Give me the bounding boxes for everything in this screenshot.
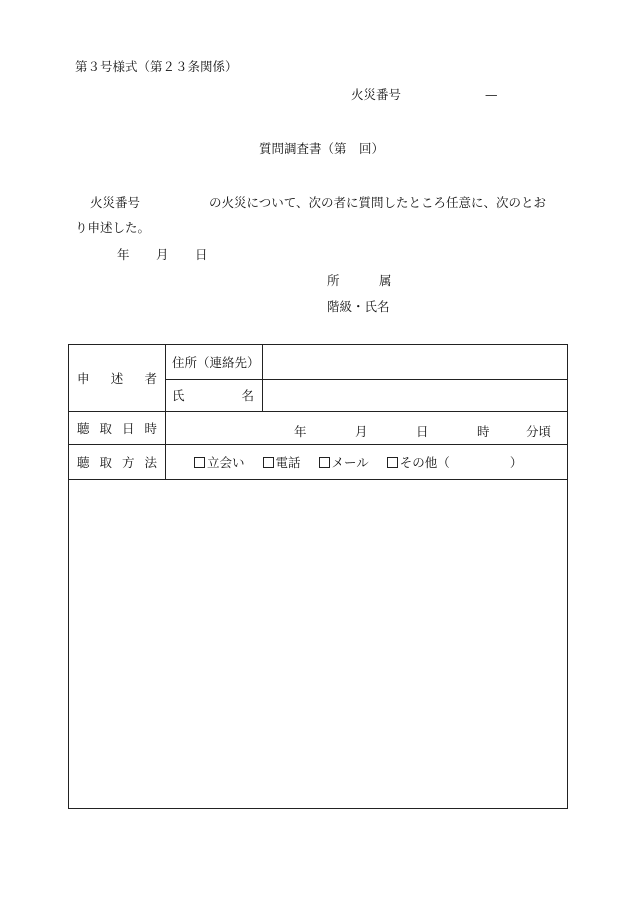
hearing-method-char: 法 (144, 455, 157, 470)
affiliation-label-1: 所 (327, 273, 340, 288)
method-option-in-person[interactable]: 立会い (194, 453, 245, 471)
declarant-char: 述 (110, 371, 124, 386)
date-month: 月 (156, 247, 169, 262)
checkbox-icon[interactable] (263, 457, 274, 468)
checkbox-icon[interactable] (387, 457, 398, 468)
affiliation-label-2: 属 (379, 273, 392, 288)
dt-day: 日 (416, 424, 429, 439)
statement-body-cell[interactable] (69, 480, 568, 809)
address-label: 住所（連絡先） (172, 354, 260, 370)
hearing-method-value-cell (166, 445, 568, 480)
declarant-label-cell (69, 345, 166, 412)
method-option-email[interactable]: メール (319, 453, 369, 471)
hearing-method-char: 方 (121, 455, 135, 470)
hearing-datetime-char: 日 (121, 421, 135, 436)
dt-month: 月 (355, 424, 368, 439)
hearing-datetime-char: 聴 (77, 421, 90, 436)
method-other-close: ） (509, 455, 523, 470)
checkbox-icon[interactable] (319, 457, 330, 468)
hearing-datetime-value-cell[interactable] (166, 412, 568, 445)
fire-number-label: 火災番号 (351, 87, 402, 102)
dt-year: 年 (294, 424, 307, 439)
declarant-char: 申 (77, 371, 90, 386)
fire-number-dash: — (485, 87, 498, 102)
hearing-method-char: 取 (99, 455, 112, 470)
checkbox-icon[interactable] (194, 457, 205, 468)
form-number: 第３号様式（第２３条関係） (75, 59, 238, 74)
dt-hour: 時 (477, 424, 490, 439)
name-value-cell[interactable] (263, 379, 568, 412)
hearing-datetime-char: 取 (99, 421, 112, 436)
address-label-cell (166, 345, 263, 380)
survey-form-table (68, 344, 568, 809)
method-option-other[interactable]: その他（ (387, 453, 450, 471)
rank-name-label: 階級・氏名 (327, 299, 390, 314)
statement-line2: り申述した。 (75, 220, 151, 235)
method-option-phone[interactable]: 電話 (263, 453, 301, 471)
hearing-datetime-row (69, 412, 568, 445)
declarant-char: 者 (144, 371, 157, 386)
statement-fire-label: 火災番号 (90, 195, 141, 210)
name-label-cell (166, 379, 263, 412)
dt-minute: 分頃 (526, 424, 552, 439)
hearing-method-row (69, 445, 568, 480)
statement-line1: の火災について、次の者に質問したところ任意に、次のとお (209, 195, 547, 210)
address-value-cell[interactable] (263, 345, 568, 380)
hearing-datetime-label-cell (69, 412, 166, 445)
statement-body-row (69, 480, 568, 809)
date-day: 日 (195, 247, 208, 262)
date-year: 年 (117, 247, 130, 262)
hearing-method-label-cell (69, 445, 166, 480)
hearing-method-char: 聴 (77, 455, 90, 470)
document-title: 質問調査書（第 回） (259, 141, 385, 156)
name-label-char: 氏 (172, 388, 185, 404)
address-row (69, 345, 568, 380)
hearing-datetime-char: 時 (144, 421, 157, 436)
name-label-char: 名 (241, 388, 254, 404)
